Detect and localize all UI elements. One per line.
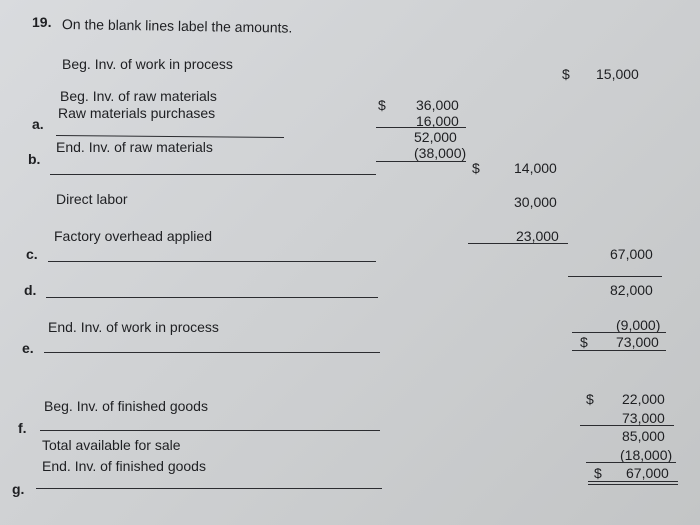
currency-sign: $ [378, 97, 386, 113]
purchases-label: Raw materials purchases [58, 105, 216, 121]
f-rule [580, 425, 674, 426]
e-total-amount: 73,000 [616, 334, 659, 350]
beg-wip-amount: 15,000 [596, 66, 639, 82]
end-raw-rule [376, 161, 466, 162]
e-total-rule [572, 350, 666, 351]
subtotal-amount: 52,000 [414, 129, 457, 145]
blank-line-f[interactable] [40, 430, 380, 431]
letter-g: g. [12, 481, 25, 497]
purchases-amount: 16,000 [416, 113, 459, 129]
currency-sign: $ [580, 334, 588, 350]
d-total-rule [568, 276, 662, 277]
overhead-label: Factory overhead applied [54, 228, 212, 244]
f-plus-amount: 73,000 [622, 410, 665, 426]
c-total-amount: 67,000 [610, 246, 653, 262]
total-avail-label: Total available for sale [42, 437, 181, 453]
currency-sign: $ [472, 160, 480, 176]
overhead-amount: 23,000 [516, 228, 559, 244]
direct-labor-amount: 30,000 [514, 194, 557, 210]
letter-e: e. [22, 340, 34, 356]
end-wip-amount: (9,000) [616, 317, 661, 333]
direct-labor-label: Direct labor [56, 191, 128, 207]
beg-raw-amount: 36,000 [416, 97, 459, 113]
letter-c: c. [26, 246, 38, 262]
overhead-rule [468, 243, 568, 244]
end-raw-amount: (38,000) [414, 145, 467, 161]
end-fg-label: End. Inv. of finished goods [42, 458, 206, 474]
g-total-rule [588, 481, 678, 482]
end-fg-amount: (18,000) [620, 447, 673, 463]
beg-raw-label: Beg. Inv. of raw materials [60, 88, 217, 104]
beg-wip-label: Beg. Inv. of work in process [62, 56, 233, 72]
beg-fg-amount: 22,000 [622, 391, 665, 407]
letter-b: b. [28, 151, 41, 167]
blank-line-d[interactable] [46, 297, 378, 298]
raw-used-amount: 14,000 [514, 160, 557, 176]
currency-sign: $ [594, 465, 602, 481]
subtotal-rule [376, 127, 466, 128]
g-total-double-rule [588, 484, 678, 485]
blank-line-b[interactable] [50, 174, 376, 175]
letter-f: f. [18, 420, 27, 436]
end-wip-rule [572, 332, 666, 333]
question-number: 19. [32, 14, 52, 30]
end-raw-label: End. Inv. of raw materials [56, 139, 213, 155]
g-total-amount: 67,000 [626, 465, 669, 481]
d-total-amount: 82,000 [610, 282, 653, 298]
letter-d: d. [24, 282, 37, 298]
blank-line-g[interactable] [36, 488, 382, 489]
currency-sign: $ [586, 391, 594, 407]
blank-line-e[interactable] [44, 352, 380, 353]
currency-sign: $ [562, 66, 570, 82]
end-fg-rule [586, 462, 676, 463]
total-avail-amount: 85,000 [622, 428, 665, 444]
end-wip-label: End. Inv. of work in process [48, 319, 219, 335]
beg-fg-label: Beg. Inv. of finished goods [44, 398, 208, 414]
blank-line-c[interactable] [48, 261, 376, 262]
letter-a: a. [32, 116, 44, 132]
question-text: On the blank lines label the amounts. [61, 16, 293, 36]
blank-line-a[interactable] [56, 135, 284, 138]
